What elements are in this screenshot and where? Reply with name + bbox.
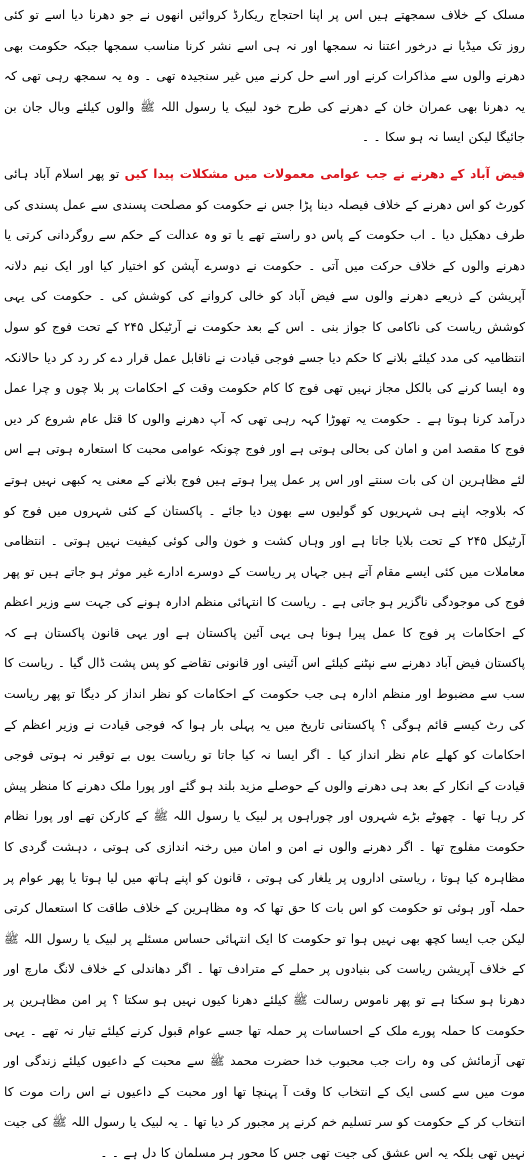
paragraph-1: مسلک کے خلاف سمجھتے ہیں اس پر اپنا احتجاج ریکارڈ کروائیں انھوں نے جو دھرنا دیا اسے تو کئی روز تک میڈیا نے درخور اعتنا نہ سمجھا اور نہ ہی اسے نشر کرنا مناسب سمجھا جبکہ حکومت بھی دھرنے والوں سے مذاکرات کرنے اور اسے حل کرنے میں غیر سنجیدہ تھی ۔ وہ یہ سمجھ رہی تھی کہ یہ دھرنا بھی عمران خان کے دھرنے کی طرح خود لبیک یا رسول اللہ ﷺ والوں کیلئے وبال جان بن جائیگا لیکن ایسا نہ ہو سکا ۔ ۔	[4, 8, 525, 145]
paragraph-2-body: تو پھر اسلام آباد ہائی کورٹ کو اس دھرنے کے خلاف فیصلہ دینا پڑا جس نے حکومت کو مصلحت پسندی سے عمل پسندی کی طرف دھکیل دیا ۔ اب حکومت کے پاس دو راستے تھے یا تو وہ عدالت کے حکم سے روگردانی کرتی یا دھرنے والوں کے خلاف حرکت میں آتی ۔ حکومت نے دوسرے آپشن کو اختیار کیا اور ایک نیم دلانہ آپریشن کے ذریعے دھرنے والوں سے فیض آباد کو خالی کروانے کی کوشش کی ۔ حکومت کی یہی کوشش ریاست کی ناکامی کا جواز بنی ۔ اس کے بعد حکومت نے آرٹیکل ۲۴۵ کے تحت فوج کو سول انتظامیہ کی مدد کیلئے بلانے کا حکم دیا جسے فوجی قیادت نے ناقابل عمل قرار دے کر رد کر دیا حالانکہ وہ ایسا کرنے کی بالکل مجاز نہیں تھی فوج کا کام حکومت وقت کے احکامات پر بلا چوں و چرا عمل درآمد کرنا ہوتا ہے ۔ حکومت یہ تھوڑا کہہ رہی تھی کہ آپ دھرنے والوں کا قتل عام شروع کر دیں فوج کا مقصد امن و امان کی بحالی ہوتی ہے اور فوج چونکہ عوامی محبت کا استعارہ ہوتی ہے اس لئے مظاہرین ان کی بات سنتے اور اس پر عمل پیرا ہوتے ہیں فوج بلانے کے معنی یہ کبھی نہیں ہوتے کہ بلاوجہ اپنے ہی شہریوں کو گولیوں سے بھون دیا جائے ۔ پاکستان کے کئی شہروں میں فوج کو آرٹیکل ۲۴۵ کے تحت بلایا جاتا ہے اور وہاں کشت و خون والی کوئی کیفیت نہیں ہوتی ۔ انتظامی معاملات میں کئی ایسے مقام آتے ہیں جہاں پر ریاست کے دوسرے ادارے غیر موثر ہو جاتے ہیں تو پھر فوج کی موجودگی ناگزیر ہو جاتی ہے ۔ ریاست کا انتہائی منظم ادارہ ہونے کی جہت سے وزیر اعظم کے احکامات پر فوج کا عمل پیرا ہونا ہی یہی آئین پاکستان ہے اور یہی قانون پاکستان ہے کہ پاکستان فیض آباد دھرنے سے نپٹنے کیلئے اس آئینی اور قانونی تقاضے کو پس پشت ڈال گیا ۔ ریاست کا سب سے مضبوط اور منظم ادارہ ہی جب حکومت کے احکامات کو نظر انداز کر دیگا تو پھر ریاست کی رٹ کیسے قائم ہوگی ؟ پاکستانی تاریخ میں یہ پہلی بار ہوا کہ فوجی قیادت نے وزیر اعظم کے احکامات کو کھلے عام نظر انداز کیا ۔ اگر ایسا نہ کیا جاتا تو ریاست یوں بے توقیر نہ ہوتی فوجی قیادت کے انکار کے بعد ہی دھرنے والوں کے حوصلے مزید بلند ہو گئے اور پورا ملک دھرنے کا منظر پیش کر رہا تھا ۔ چھوٹے بڑے شہروں اور چوراہوں پر لبیک یا رسول اللہ ﷺ کے کارکن تھے اور پورا نظام حکومت مفلوج تھا ۔ اگر دھرنے والوں نے امن و امان میں رخنہ اندازی کی ہوتی ، دہشت گردی کا مظاہرہ کیا ہوتا ، ریاستی اداروں پر یلغار کی ہوتی ، قانون کو اپنے ہاتھ میں لیا ہوتا یا پھر عوام پر حملہ آور ہوئی تو حکومت کو اس بات کا حق تھا کہ وہ مظاہرین کے خلاف طاقت کا استعمال کرتی لیکن جب ایسا کچھ بھی نہیں ہوا تو حکومت کا ایک انتہائی حساس مسئلے پر لبیک یا رسول اللہ ﷺ کے خلاف آپریشن ریاست کی بنیادوں پر حملے کے مترادف تھا ۔ اگر دھاندلی کے خلاف لانگ مارچ اور دھرنا ہو سکتا ہے تو پھر ناموس رسالت ﷺ کیلئے دھرنا کیوں نہیں ہو سکتا ؟ پر امن مظاہرین پر حکومت کا حملہ پورے ملک کے احساسات پر حملہ تھا جسے عوام قبول کرنے کیلئے تیار نہ تھے ۔ یہی تھی آزمائش کی وہ رات جب محبوب خدا حضرت محمد ﷺ سے محبت کے داعیوں کیلئے زندگی اور موت میں سے کسی ایک کے انتخاب کا وقت آ پہنچا تھا اور محبت کے داعیوں نے اس رات موت کا انتخاب کر کے حکومت کو سر تسلیم خم کرنے پر مجبور کر دیا تھا ۔ یہ لبیک یا رسول اللہ ﷺ کی جیت نہیں تھی بلکہ یہ اس عشق کی جیت تھی جس کا محور ہر مسلمان کا دل ہے ۔ ۔	[4, 166, 525, 1160]
paragraph-2	[4, 159, 525, 1169]
highlighted-lead: فیض آباد کے دھرنے نے جب عوامی معمولات میں مشکلات پیدا کیں	[124, 166, 525, 181]
